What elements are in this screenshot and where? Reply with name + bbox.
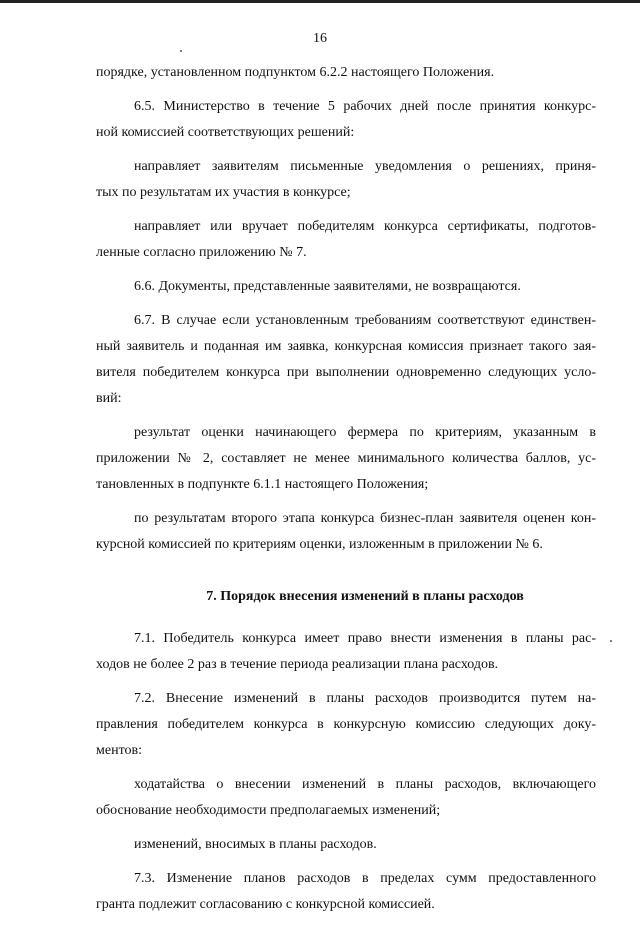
text-line: 6.5. Министерство в течение 5 рабочих дней после принятия конкурс- xyxy=(134,99,596,114)
paragraph xyxy=(96,772,596,824)
text-line: приложении № 2, составляет не менее минимального количества баллов, ус- xyxy=(96,451,596,466)
text-line: тых по результатам их участия в конкурсе; xyxy=(96,185,351,200)
text-line: 7.1. Победитель конкурса имеет право внести изменения в планы рас- xyxy=(134,631,596,646)
text-line: изменений, вносимых в планы расходов. xyxy=(134,837,377,852)
text-line: ный заявитель и поданная им заявка, конкурсная комиссия признает такого зая- xyxy=(96,339,596,354)
text-line: правления победителем конкурса в конкурсную комиссию следующих доку- xyxy=(96,717,596,732)
text-line: ленные согласно приложению № 7. xyxy=(96,245,307,260)
text-line: ной комиссией соответствующих решений: xyxy=(96,125,355,140)
paragraph-6-7 xyxy=(96,308,596,412)
text-line: 6.7. В случае если установленным требованиям соответствуют единствен- xyxy=(134,313,596,328)
paragraph xyxy=(96,506,596,558)
document-body xyxy=(96,60,596,926)
paragraph xyxy=(96,214,596,266)
text-line: результат оценки начинающего фермера по критериям, указанным в xyxy=(134,425,596,440)
paragraph-7-1 xyxy=(96,626,596,678)
text-line: 7.2. Внесение изменений в планы расходов производится путем на- xyxy=(134,691,596,706)
paragraph xyxy=(96,60,596,86)
paragraph xyxy=(96,420,596,498)
scan-top-border xyxy=(0,0,640,3)
paragraph-7-2 xyxy=(96,686,596,764)
scan-speck xyxy=(610,640,612,642)
text-line: гранта подлежит согласованию с конкурсной комиссией. xyxy=(96,897,435,912)
text-line: ментов: xyxy=(96,743,142,758)
text-line: тановленных в подпункте 6.1.1 настоящего Положения; xyxy=(96,477,429,492)
text-line: по результатам второго этапа конкурса бизнес-план заявителя оценен кон- xyxy=(134,511,596,526)
text-line: обоснование необходимости предполагаемых изменений; xyxy=(96,803,441,818)
paragraph-6-5 xyxy=(96,94,596,146)
text-line: порядке, установленном подпунктом 6.2.2 настоящего Положения. xyxy=(96,65,495,80)
text-line: направляет или вручает победителям конкурса сертификаты, подготов- xyxy=(134,219,596,234)
paragraph xyxy=(96,832,596,858)
section-heading: 7. Порядок внесения изменений в планы расходов xyxy=(206,589,524,604)
paragraph-6-6 xyxy=(96,274,596,300)
text-line: 7.3. Изменение планов расходов в пределах сумм предоставленного xyxy=(134,871,596,886)
text-line: вий: xyxy=(96,391,122,406)
text-line: ходатайства о внесении изменений в планы расходов, включающего xyxy=(134,777,596,792)
text-line: курсной комиссией по критериям оценки, изложенным в приложении № 6. xyxy=(96,537,543,552)
scan-speck xyxy=(180,50,182,52)
paragraph xyxy=(96,154,596,206)
paragraph-7-3 xyxy=(96,866,596,918)
page-number: 16 xyxy=(313,31,327,46)
text-line: направляет заявителям письменные уведомления о решениях, приня- xyxy=(134,159,596,174)
text-line: ходов не более 2 раз в течение периода реализации плана расходов. xyxy=(96,657,499,672)
text-line: вителя победителем конкурса при выполнении одновременно следующих усло- xyxy=(96,365,596,380)
text-line: 6.6. Документы, представленные заявителями, не возвращаются. xyxy=(134,279,521,294)
